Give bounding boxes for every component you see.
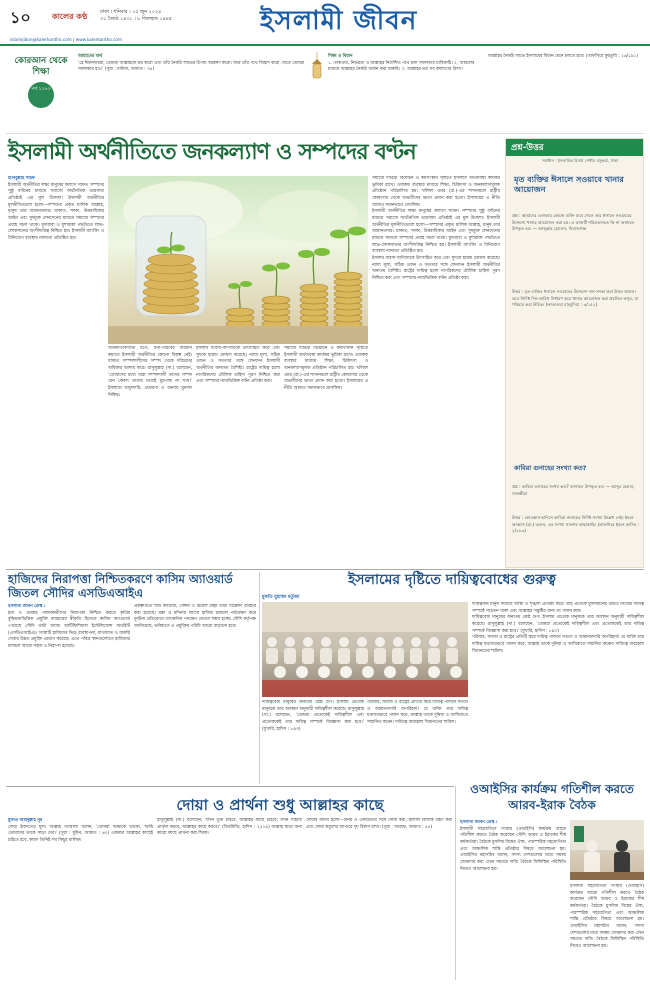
responsibility-author: মুফতি মুহাম্মদ মর্তুজা <box>262 595 300 600</box>
qa-answer-2-text: উত্তর : কোরআন-হাদিসে কাবিরা গুনাহের নির্দিষ্ট সংখ্যা উল্লেখ নেই। ইবনে আব্বাস (রা.) বলেন, এর সংখ্যা সাতশর কাছাকাছি। (তাফসিরে ইবনে কাসির : ২/২৮৩) <box>512 515 640 533</box>
dua-article-column-3 <box>306 818 452 980</box>
hajj-security-headline: হাজিদের নিরাপত্তা নিশ্চিতকরণে কাসিম অ্যাওয়ার্ড জিতল সৌদির এসডিএআইএ <box>8 572 233 601</box>
main-headline: ইসলামী অর্থনীতিতে জনকল্যাণ ও সম্পদের বণ্টন <box>8 139 416 165</box>
dua-article-column-2 <box>157 818 302 980</box>
dua-article-text-1: দোয়া ইবাদতের মূল। আল্লাহ তাআলা বলেন, ‘তোমরা আমাকে ডাকো, আমি তোমাদের ডাকে সাড়া দেব।’ (সুরা : মুমিন, আয়াত : ৬০) একমাত্র আল্লাহর কাছেই চাইতে হবে, কারণ তিনিই সব কিছুর মালিক। <box>8 824 153 843</box>
oic-article-source: ইসলামী জীবন ডেস্ক : <box>460 820 498 825</box>
oic-article-text: ইসলামী সহযোগিতা সংস্থার (ওআইসি) কার্যক্রম আরো গতিশীল করতে বৈঠক করেছেন সৌদি আরব ও ইরাকের শীর্ষ কর্মকর্তারা। বৈঠকে মুসলিম বিশ্বের ঐক্য, পারস্পরিক সহযোগিতা এবং আঞ্চলিক শান্তি প্রতিষ্ঠার বিষয়ে আলোচনা হয়। ওআইসির মহাসচিব বলেন, সদস্য দেশগুলোর মধ্যে সমন্বয় জোরদার করা এখন সময়ের দাবি। বৈঠকে ফিলিস্তিন পরিস্থিতি নিয়েও আলোচনা হয়। <box>460 826 566 872</box>
verse-meaning-column <box>78 54 308 74</box>
main-article-column-5 <box>372 176 500 568</box>
main-article-text-4: সমাজে দারিদ্র্য বিমোচন ও কর্মসংস্থান সৃষ্টিতে ইসলামী অর্থব্যবস্থা কার্যকর ভূমিকা রাখে। ওয়াকফ ব্যবস্থার মাধ্যমে শিক্ষা, চিকিৎসা ও জনকল্যাণমূলক প্রতিষ্ঠান পরিচালিত হয়। খলিফা ওমর (রা.)-এর শাসনামলে রাষ্ট্রীয় কোষাগার থেকে অভাবীদের ভাতা প্রদান করা হতো। ইসলামের এ নীতি আজও সমানভাবে প্রাসঙ্গিক। <box>284 346 368 391</box>
qa-editor-credit: সমাধান : ইসলামিক রিসার্চ সেন্টার বসুন্ধরা, ঢাকা <box>542 158 618 163</box>
column-divider <box>455 786 456 980</box>
meeting-illustration <box>570 820 644 880</box>
quran-badge <box>10 56 72 128</box>
verse-meaning-heading: আয়াতের অর্থ <box>78 54 103 59</box>
section-divider <box>6 569 644 570</box>
responsibility-column-1 <box>262 700 364 784</box>
quran-badge-title: কোরআন থেকে শিক্ষা <box>14 56 68 78</box>
date-line: ৩১ জ্যৈষ্ঠ ১৪৩১ । ৮ জিলহজ ১৪৪৫ <box>100 17 172 23</box>
coins-plants-illustration <box>108 176 368 344</box>
main-article-text-1: ইসলামী অর্থনীতির লক্ষ্য মানুষের কল্যাণ সাধন। সম্পদের সুষ্ঠু বণ্টনের মাধ্যমে সমাজে অর্থনৈতিক ভারসাম্য প্রতিষ্ঠাই এর মূল উদ্দেশ্য। ইসলামী অর্থনীতির মূলনীতিগুলো হলো—সম্পদের প্রকৃত মালিক আল্লাহ, মানুষ তার আমানতদার। যাকাত, সদকা, উত্তরাধিকার আইন এবং সুদমুক্ত লেনদেনের মাধ্যমে সমাজে সম্পদের প্রবাহ সচল থাকে। মুদারাবা ও মুশারাকা পদ্ধতিতে লাভ-লোকসানের অংশীদারিত্ব নিশ্চিত হয়। ইসলামী ব্যাংকিং ও বিনিয়োগ ব্যবস্থায় ন্যায্যতা প্রতিষ্ঠিত হয়। <box>8 182 104 241</box>
oic-article-column-2 <box>570 884 644 980</box>
qa-question-2-text: প্রশ্ন : কাবিরা গুনাহের সংখ্যা কত? জানালে উপকৃত হব। — আব্দুর রহমান, সাতক্ষীরা <box>512 484 635 496</box>
main-article-text-5: সমাজে দারিদ্র্য বিমোচন ও কর্মসংস্থান সৃষ্টিতে ইসলামী অর্থব্যবস্থা কার্যকর ভূমিকা রাখে। ওয়াকফ ব্যবস্থার মাধ্যমে শিক্ষা, চিকিৎসা ও জনকল্যাণমূলক প্রতিষ্ঠান পরিচালিত হয়। খলিফা ওমর (রা.)-এর শাসনামলে রাষ্ট্রীয় কোষাগার থেকে অভাবীদের ভাতা প্রদান করা হতো। ইসলামের এ নীতি আজও সমানভাবে প্রাসঙ্গিক। <box>372 176 500 208</box>
main-article-byline: হাবিবুল্লাহ সাইফ <box>8 176 36 181</box>
lesson-column <box>328 54 483 74</box>
verse-meaning-text: ‘হে ঈমানদাররা, তোমরা আল্লাহকে ভয় করো এবং তাঁর নৈকট্য লাভের উপায় অন্বেষণ করো। আর তাঁর পথে জিহাদ করো, যাতে তোমরা সফলকাম হও।’ (সুরা : মায়িদা, আয়াত : ৩৫) <box>78 60 305 73</box>
responsibility-text-2: পরিবার, সমাজ ও রাষ্ট্রের প্রতিটি স্তরে দায়িত্ব পালনে সততা ও আমানতদারি অপরিহার্য। যে ব্যক্তি তার দায়িত্ব যথাযথভাবে পালন করে, আল্লাহ তাকে দুনিয়া ও আখিরাতে সম্মানিত করেন। দায়িত্বে অবহেলা খিয়ানতের শামিল। <box>367 700 468 725</box>
lantern-icon <box>311 52 323 92</box>
date-line: ঢাকা । শনিবার । ১৫ জুন ২০২৪ <box>100 10 162 15</box>
quran-lesson-box <box>6 52 644 134</box>
paper-name-logo: কালের কণ্ঠ <box>52 12 88 21</box>
qa-section-label: প্রশ্ন-উত্তর <box>506 139 643 156</box>
main-article-column-2 <box>108 346 192 568</box>
hajj-article-source: ইসলামী জীবন ডেস্ক : <box>8 604 46 609</box>
hajj-article-text-2: প্রকল্পটিতে স্মার্ট ক্যামেরা, সেন্সর ও রিয়েল টাইম ডাটা বিশ্লেষণ ব্যবহার করা হয়েছে। মক্কা ও মদিনায় লাখো হাজির চলাচল পর্যবেক্ষণ করে দুর্ঘটনা প্রতিরোধে তাৎক্ষণিক পদক্ষেপ নেওয়া সম্ভব হচ্ছে। সৌদি কর্তৃপক্ষ জানিয়েছে, ভবিষ্যতে এ প্রযুক্তির পরিধি আরো বাড়ানো হবে। <box>134 604 256 629</box>
dua-article-author: মুফতি আবদুল্লাহ নূর <box>8 818 43 823</box>
responsibility-headline: ইসলামের দৃষ্টিতে দায়িত্ববোধের গুরুত্ব <box>347 572 557 588</box>
hero-photo-coins-plants <box>108 176 368 344</box>
main-article-column-3 <box>196 346 280 568</box>
responsibility-column-2 <box>367 700 468 784</box>
section-divider <box>6 786 454 787</box>
quran-episode-badge: পর্ব ১১৮৩ <box>28 82 54 108</box>
prayer-crowd-illustration <box>262 602 468 697</box>
lesson-text-2: আল্লাহর নৈকট্য লাভে ইসলামের বিধান মেনে চলতে হবে। (তাফসিরে কুরতুবি : ১৬/১৯১) <box>488 54 639 59</box>
responsibility-text-3: দায়িত্ববান মানুষ সমাজে আস্থা ও শৃঙ্খলা প্রতিষ্ঠা করে। তাই প্রত্যেক মুসলমানের উচিত নিজের দায়িত্ব সম্পর্কে সচেতন থাকা এবং আল্লাহর সন্তুষ্টির জন্য তা পালন করা। <box>472 602 644 614</box>
dua-article-text-2: রাসুলুল্লাহ (সা.) বলেছেন, ‘যখন তুমি চাইবে, আল্লাহর কাছে চাইবে; যখন সাহায্য প্রার্থনা করবে, আল্লাহর কাছে করবে।’ (তিরমিজি, হাদিস : ২৫১৬) আল্লাহ ছাড়া অন্য কারো কাছে প্রার্থনা করা শিরক। <box>157 818 302 837</box>
main-article-text-2: অর্থনীতিবিদদের মতে, ধনী-গরিবের ব্যবধান কমাতে ইসলামী অর্থনীতির কোনো বিকল্প নেই। যাকাত সম্পদশালীদের সম্পদ থেকে দরিদ্রদের অধিকার আদায় করে। রাসুলুল্লাহ (সা.) বলেছেন, ‘তোমাদের মধ্যে যারা সম্পদশালী তাদের সম্পদ যেন কেবল তাদের মধ্যেই ঘুরপাক না খায়।’ ইসলামে মজুদদারি, প্রতারণা ও অন্যায় মুনাফা নিষিদ্ধ। <box>108 346 192 398</box>
oic-article-column <box>460 820 566 980</box>
hajj-article-column-2 <box>134 604 256 784</box>
main-article-text-3: ইসলাম ব্যবসা-বাণিজ্যকে উৎসাহিত করে এবং সুদকে হারাম ঘোষণা করেছে। ন্যায্য মূল্য, সঠিক ওজন ও সততার সঙ্গে লেনদেন ইসলামী অর্থনীতির অন্যতম বৈশিষ্ট্য। রাষ্ট্রের দায়িত্ব হলো নাগরিকদের মৌলিক চাহিদা পূরণ নিশ্চিত করা এবং সম্পদের ন্যায়ভিত্তিক বণ্টন প্রতিষ্ঠা করা। <box>196 346 280 385</box>
responsibility-text-1: দায়িত্ববোধ মানুষের অন্যতম শ্রেষ্ঠ গুণ। ইসলাম প্রত্যেক মানুষকে তার অবস্থান অনুযায়ী দায়িত্বশীল করেছে। রাসুলুল্লাহ (সা.) বলেছেন, ‘তোমরা প্রত্যেকেই দায়িত্বশীল এবং প্রত্যেককেই তার দায়িত্ব সম্পর্কে জিজ্ঞাসা করা হবে।’ (বুখারি, হাদিস : ৮৯৩) <box>262 700 364 732</box>
hajj-article-column-1 <box>8 604 130 784</box>
dua-article-text-3: দোয়ার আদব হলো—বিনয় ও একাগ্রতার সঙ্গে দোয়া করা, হালাল রিজিক গ্রহণ করা এবং দোয়া কবুলের ব্যাপারে দৃঢ় বিশ্বাস রাখা। (সুরা : আরাফ, আয়াত : ৫৫) <box>306 818 452 830</box>
dua-headline: দোয়া ও প্রার্থনা শুধু আল্লাহর কাছে <box>176 796 384 814</box>
section-title: ইসলামী জীবন <box>260 6 418 36</box>
main-article-column-4 <box>284 346 368 568</box>
hajj-article-text: হজ ও ওমরাহ পালনকারীদের নিরাপত্তা নিশ্চিত করতে কৃত্রিম বুদ্ধিমত্তাভিত্তিক প্রযুক্তি ব্যবহারের স্বীকৃতি হিসেবে কাসিম অ্যাওয়ার্ড পেয়েছে সৌদি ডাটা অ্যান্ড আর্টিফিশিয়াল ইন্টেলিজেন্স অথরিটি (এসডিএআইএ)। সংস্থাটি হাজিদের ভিড় ব্যবস্থাপনা, যাতায়াত ও জরুরি সেবায় উন্নত প্রযুক্তি প্রয়োগ করেছে। এতে পবিত্র স্থানগুলোতে হাজিদের চলাচল আরো সহজ ও নিরাপদ হয়েছে। <box>8 610 130 649</box>
lesson-heading: শিক্ষা ও বিধান <box>328 54 353 59</box>
publication-date <box>100 9 210 23</box>
main-article-text-5b: ইসলামী অর্থনীতির লক্ষ্য মানুষের কল্যাণ সাধন। সম্পদের সুষ্ঠু বণ্টনের মাধ্যমে সমাজে অর্থনৈতিক ভারসাম্য প্রতিষ্ঠাই এর মূল উদ্দেশ্য। ইসলামী অর্থনীতির মূলনীতিগুলো হলো—সম্পদের প্রকৃত মালিক আল্লাহ, মানুষ তার আমানতদার। যাকাত, সদকা, উত্তরাধিকার আইন এবং সুদমুক্ত লেনদেনের মাধ্যমে সমাজে সম্পদের প্রবাহ সচল থাকে। মুদারাবা ও মুশারাকা পদ্ধতিতে লাভ-লোকসানের অংশীদারিত্ব নিশ্চিত হয়। ইসলামী ব্যাংকিং ও বিনিয়োগ ব্যবস্থায় ন্যায্যতা প্রতিষ্ঠিত হয়। <box>372 209 500 255</box>
qa-question-2-title: কাবিরা গুনাহের সংখ্যা কত? <box>514 464 587 472</box>
oic-headline: ওআইসির কার্যক্রম গতিশীল করতে আরব-ইরাক বৈঠক <box>470 782 634 812</box>
responsibility-text-2b: পরিবার, সমাজ ও রাষ্ট্রের প্রতিটি স্তরে দায়িত্ব পালনে সততা ও আমানতদারি অপরিহার্য। যে ব্যক্তি তার দায়িত্ব যথাযথভাবে পালন করে, আল্লাহ তাকে দুনিয়া ও আখিরাতে সম্মানিত করেন। দায়িত্বে অবহেলা খিয়ানতের শামিল। <box>472 635 644 654</box>
masthead <box>0 0 650 46</box>
oic-meeting-photo <box>570 820 644 880</box>
responsibility-column-right <box>472 602 644 784</box>
column-divider <box>259 572 260 784</box>
prayer-crowd-photo <box>262 602 468 697</box>
qa-answer-1-text: উত্তর : মৃত ব্যক্তির ঈসালে সওয়াবের উদ্দেশ্যে দান-সদকা করা উত্তম আমল। তবে নির্দিষ্ট দিন-তারিখ নির্ধারণ করে খানার আয়োজন করা প্রচলিত রুসুম, যা পরিহার করা উচিত। (ফাতাওয়া মাহমুদিয়া : ৩/১৫২) <box>512 289 639 307</box>
oic-article-text-2: ইসলামী সহযোগিতা সংস্থার (ওআইসি) কার্যক্রম আরো গতিশীল করতে বৈঠক করেছেন সৌদি আরব ও ইরাকের শীর্ষ কর্মকর্তারা। বৈঠকে মুসলিম বিশ্বের ঐক্য, পারস্পরিক সহযোগিতা এবং আঞ্চলিক শান্তি প্রতিষ্ঠার বিষয়ে আলোচনা হয়। ওআইসির মহাসচিব বলেন, সদস্য দেশগুলোর মধ্যে সমন্বয় জোরদার করা এখন সময়ের দাবি। বৈঠকে ফিলিস্তিন পরিস্থিতি নিয়েও আলোচনা হয়। <box>570 884 644 949</box>
main-article-text-5c: ইসলাম ব্যবসা-বাণিজ্যকে উৎসাহিত করে এবং সুদকে হারাম ঘোষণা করেছে। ন্যায্য মূল্য, সঠিক ওজন ও সততার সঙ্গে লেনদেন ইসলামী অর্থনীতির অন্যতম বৈশিষ্ট্য। রাষ্ট্রের দায়িত্ব হলো নাগরিকদের মৌলিক চাহিদা পূরণ নিশ্চিত করা এবং সম্পদের ন্যায়ভিত্তিক বণ্টন প্রতিষ্ঠা করা। <box>372 255 500 281</box>
contact-line: islamijibon@kalerkantho.com | www.kalerkantho.com <box>10 37 123 42</box>
dua-article-column-1 <box>8 818 153 980</box>
lesson-text: ১. তাকওয়া, নির্ভরতা ও আল্লাহর নির্দেশিত পথে চলা সফলতার চাবিকাঠি। ২. আমলের মাধ্যমে আল্লাহর নৈকট্য অর্জন করা জরুরি। ৩. আল্লাহর ভয় সব কল্যাণের উৎস। <box>328 60 475 73</box>
lesson-column-2 <box>488 54 640 61</box>
page-number: ১০ <box>10 8 31 27</box>
qa-sidebar <box>505 138 644 568</box>
qa-question-1-title: মৃত ব্যক্তির ঈসালে সওয়াবে খানার আয়োজন <box>514 175 624 194</box>
responsibility-text-1b: দায়িত্ববোধ মানুষের অন্যতম শ্রেষ্ঠ গুণ। ইসলাম প্রত্যেক মানুষকে তার অবস্থান অনুযায়ী দায়িত্বশীল করেছে। রাসুলুল্লাহ (সা.) বলেছেন, ‘তোমরা প্রত্যেকেই দায়িত্বশীল এবং প্রত্যেককেই তার দায়িত্ব সম্পর্কে জিজ্ঞাসা করা হবে।’ (বুখারি, হাদিস : ৮৯৩) <box>472 615 644 634</box>
main-article-column-1 <box>8 176 104 566</box>
qa-question-1-text: প্রশ্ন : আমাদের এলাকায় কোনো ব্যক্তি মারা গেলে তার ঈসালে সওয়াবের উদ্দেশ্যে খানার আয়োজন করা হয়। এ কাজটি শরিয়তসম্মত কি না জানালে উপকৃত হব। — আব্দুল্লাহ হোসেন, সিরাজগঞ্জ <box>512 213 635 231</box>
